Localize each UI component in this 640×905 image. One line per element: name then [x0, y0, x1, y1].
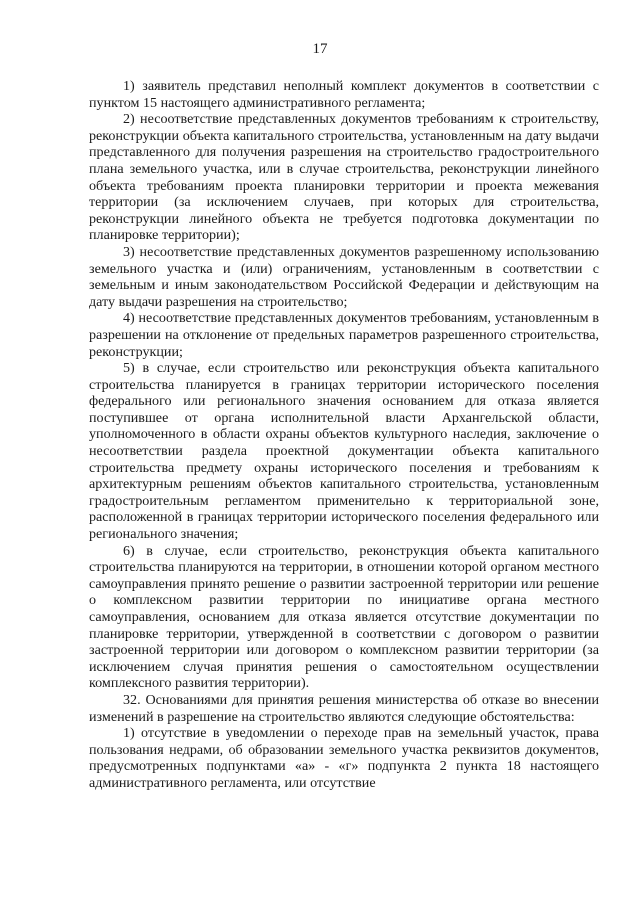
paragraph-item-6: 6) в случае, если строительство, реконструкция объекта капитального строительства планируются на территории, в отношении которой органом местного самоуправления принято решение о развитии застроенной территории или решение о комплексном развитии территории по инициативе органа местного самоуправления, основанием для отказа является отсутствие документации по планировке территории, утвержденной в соответствии с договором о развитии застроенной территории или договором о комплексном развитии территории (за исключением случая принятия решения о самостоятельном осуществлении комплексного развития территории). [89, 542, 599, 692]
paragraph-clause-32-item-1: 1) отсутствие в уведомлении о переходе прав на земельный участок, права пользования недрами, об образовании земельного участка реквизитов документов, предусмотренных подпунктами «а» - «г» подпункта 2 пункта 18 настоящего административного регламента, или отсутствие [89, 725, 599, 791]
paragraph-item-1: 1) заявитель представил неполный комплект документов в соответствии с пунктом 15 настоящего административного регламента; [89, 78, 599, 111]
paragraph-item-4: 4) несоответствие представленных документов требованиям, установленным в разрешении на отклонение от предельных параметров разрешенного строительства, реконструкции; [89, 310, 599, 360]
paragraph-clause-32: 32. Основаниями для принятия решения министерства об отказе во внесении изменений в разрешение на строительство являются следующие обстоятельства: [89, 691, 599, 725]
paragraph-item-3: 3) несоответствие представленных документов разрешенному использованию земельного участка и (или) ограничениям, установленным в соответствии с земельным и иным законодательством Российской Федерации и действующим на дату выдачи разрешения на строительство; [89, 243, 599, 310]
document-body [89, 78, 599, 792]
page-number: 17 [312, 41, 328, 57]
paragraph-item-2: 2) несоответствие представленных документов требованиям к строительству, реконструкции объекта капитального строительства, установленным на дату выдачи представленного для получения разрешения на строительство градостроительного плана земельного участка, или в случае строительства, реконструкции линейного объекта требованиям проекта планировки территории и проекта межевания территории (за исключением случаев, при которых для строительства, реконструкции линейного объекта не требуется подготовка документации по планировке территории); [89, 111, 599, 244]
paragraph-item-5: 5) в случае, если строительство или реконструкция объекта капитального строительства планируется в границах территории исторического поселения федерального или регионального значения основанием для отказа является поступившее от органа исполнительной власти Архангельской области, уполномоченного в области охраны объектов культурного наследия, заключение о несоответствии раздела проектной документации объекта капитального строительства предмету охраны исторического поселения и требованиям к архитектурным решениям объектов капитального строительства, установленным градостроительным регламентом применительно к территориальной зоне, расположенной в границах территории исторического поселения федерального или регионального значения; [89, 360, 599, 543]
